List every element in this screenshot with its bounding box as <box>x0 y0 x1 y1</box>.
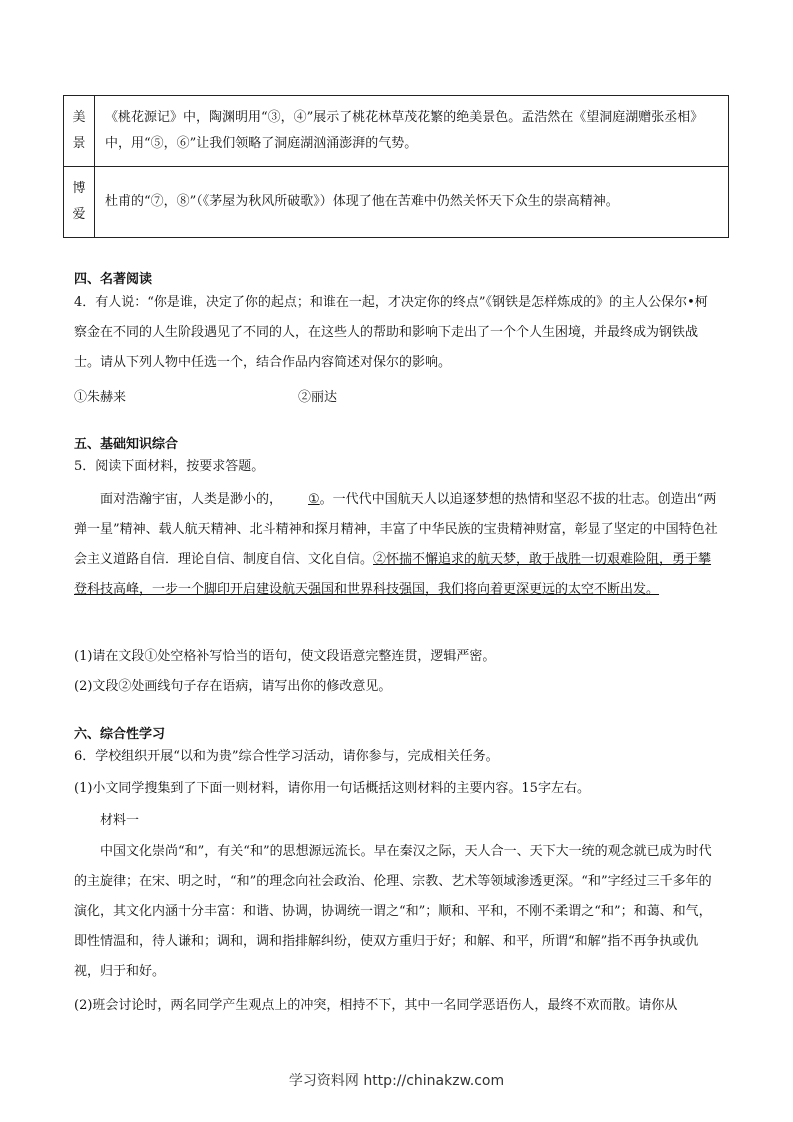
row-label <box>64 167 95 238</box>
label-char: 爱 <box>72 207 86 222</box>
option-list <box>74 386 474 405</box>
sub-question: (1)请在文段①处空格补写恰当的语句，使文段语意完整连贯，逻辑严密。 <box>74 649 496 664</box>
passage-text: 。一代代中国航天人以追逐梦想的热情和坚忍不拔的壮志。创造出“两弹一星”精神、载人航天精神、北斗精神和探月精神，丰富了中华民族的宝贵精神财富，彰显了坚定的中国特色社会主义道路自信．理论自信、制度自信、文化自信。 <box>74 492 718 567</box>
label-char: 博 <box>72 181 86 196</box>
option-item: ①朱赫来 <box>74 390 127 405</box>
question-text: 4．有人说：“你是谁，决定了你的起点；和谁在一起，才决定你的终点”《钢铁是怎样炼成的》的主人公保尔•柯察金在不同的人生阶段遇见了不同的人，在这些人的帮助和影响下走出了一个个人生困境，并最终成为钢铁战士。请从下列人物中任选一个，结合作品内容简述对保尔的影响。 <box>74 295 708 370</box>
sub-question: (2)文段②处画线句子存在语病，请写出你的修改意见。 <box>74 679 392 694</box>
label-char: 美 <box>72 110 86 125</box>
reading-passage <box>74 485 719 605</box>
sub-question: (1)小文同学搜集到了下面一则材料，请你用一句话概括这则材料的主要内容。15字左右。 <box>74 781 590 796</box>
label-char: 景 <box>72 136 86 151</box>
question-intro: 5．阅读下面材料，按要求答题。 <box>74 459 265 474</box>
row-label <box>64 96 95 167</box>
fill-blank: ① <box>308 492 320 507</box>
table-row <box>64 96 729 167</box>
footer-watermark: 学习资料网 http://chinakzw.com <box>288 1073 505 1089</box>
table-row <box>64 167 729 238</box>
material-title: 材料一 <box>100 813 140 828</box>
option-item: ②丽达 <box>298 390 338 405</box>
section-title: 六、综合性学习 <box>74 727 166 742</box>
material-text: 中国文化崇尚“和”，有关“和”的思想源远流长。早在秦汉之际，天人合一、天下大一统的观念就已成为时代的主旋律；在宋、明之时，“和”的理念向社会政治、伦理、宗教、艺术等领域渗透更深。“和”字经过三千多年的演化，其文化内涵十分丰富：和谐、协调，协调统一谓之“和”；顺和、平和，不刚不柔谓之“和”；和蔼、和气，即性情温和，待人谦和；调和，调和指排解纠纷，使双方重归于好；和解、和平，所谓“和解”指不再争执或仇视，归于和好。 <box>74 844 712 979</box>
section-title: 四、名著阅读 <box>74 272 153 287</box>
row-content: 《桃花源记》中，陶渊明用“③，④”展示了桃花林草茂花繁的绝美景色。孟浩然在《望洞庭湖赠张丞相》中，用“⑤，⑥”让我们领略了洞庭湖汹涌澎湃的气势。 <box>95 96 729 167</box>
question-intro: 6．学校组织开展“以和为贵”综合性学习活动，请你参与，完成相关任务。 <box>74 749 499 764</box>
poetry-table <box>63 95 729 238</box>
section-title: 五、基础知识综合 <box>74 437 179 452</box>
sub-question: (2)班会讨论时，两名同学产生观点上的冲突，相持不下，其中一名同学恶语伤人，最终不欢而散。请你从 <box>74 998 678 1013</box>
row-content: 杜甫的“⑦，⑧”（《茅屋为秋风所破歌》）体现了他在苦难中仍然关怀天下众生的崇高精神。 <box>95 167 729 238</box>
passage-text: 面对浩瀚宇宙，人类是渺小的， <box>100 492 283 507</box>
underlined-sentence: ②怀揣不懈追求的航天梦，敢于战胜一切艰难险阻，勇于攀登科技高峰，一步一个脚印开启建设航天强国和世界科技强国，我们将向着更深更远的太空不断出发。 <box>74 552 712 597</box>
